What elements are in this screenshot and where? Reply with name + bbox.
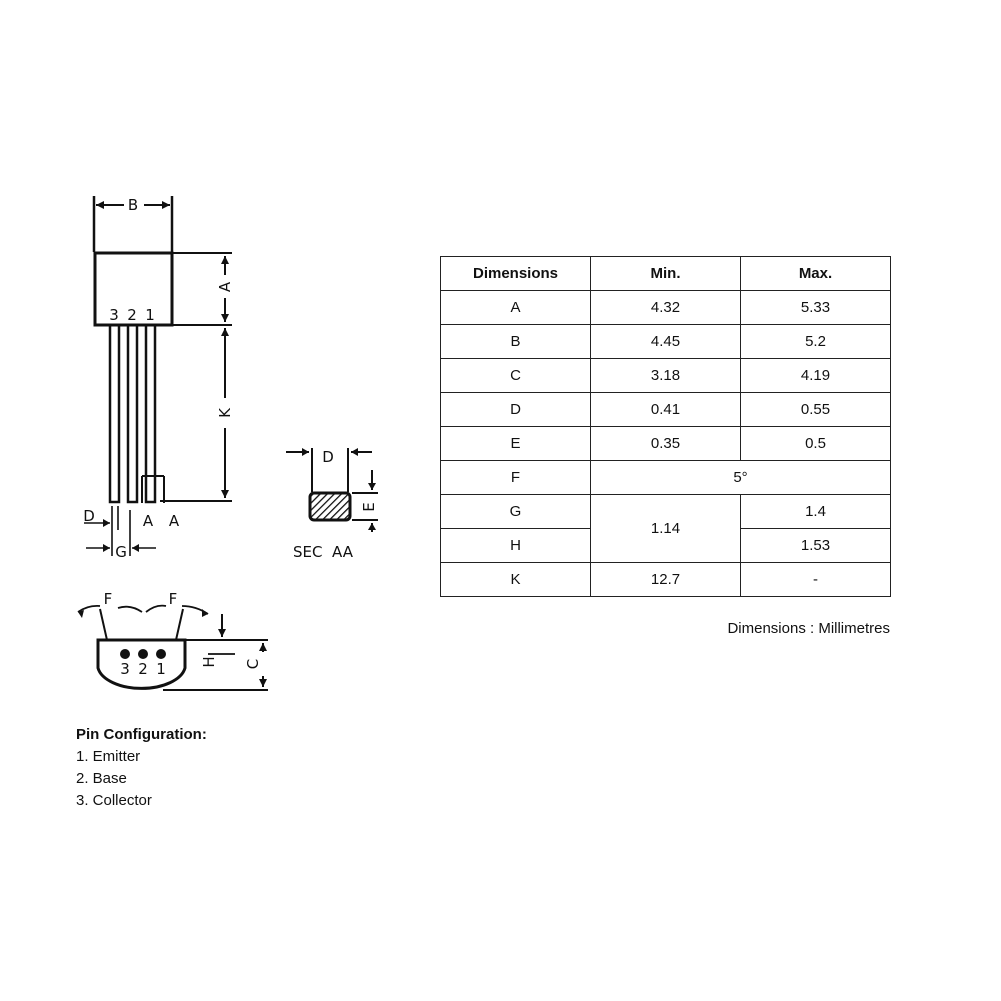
pin-item-collector: 3. Collector — [76, 792, 152, 809]
bottom-label-C: C — [244, 658, 262, 670]
pin-configuration — [76, 724, 207, 812]
row-K-min: 12.7 — [591, 563, 741, 597]
row-G-dim: G — [441, 495, 591, 529]
dim-label-K: K — [216, 408, 234, 418]
bottom-view — [78, 606, 268, 690]
row-B-min: 4.45 — [591, 325, 741, 359]
row-K-max: - — [741, 563, 891, 597]
bottom-pin-number-1: 1 — [156, 660, 166, 678]
dim-label-D: D — [83, 507, 95, 525]
row-C-max: 4.19 — [741, 359, 891, 393]
row-E-dim: E — [441, 427, 591, 461]
row-B-max: 5.2 — [741, 325, 891, 359]
header-min: Min. — [591, 257, 741, 291]
header-max: Max. — [741, 257, 891, 291]
bottom-pin-number-3: 3 — [120, 660, 130, 678]
bottom-label-F-left: F — [103, 590, 113, 608]
pin-configuration-title: Pin Configuration: — [76, 726, 207, 743]
row-D-dim: D — [441, 393, 591, 427]
row-A-dim: A — [441, 291, 591, 325]
table-header-row — [441, 257, 891, 291]
row-A-max: 5.33 — [741, 291, 891, 325]
bottom-pin-number-2: 2 — [138, 660, 148, 678]
row-H-dim: H — [441, 529, 591, 563]
row-G-max: 1.4 — [741, 495, 891, 529]
bottom-pin-3 — [120, 649, 130, 659]
table-row — [441, 461, 891, 495]
row-H-max: 1.53 — [741, 529, 891, 563]
table-row — [441, 393, 891, 427]
pin-number-1: 1 — [145, 306, 155, 324]
row-D-max: 0.55 — [741, 393, 891, 427]
bottom-pin-1 — [156, 649, 166, 659]
table-row — [441, 495, 891, 529]
row-F-dim: F — [441, 461, 591, 495]
pin-number-2: 2 — [127, 306, 137, 324]
dim-label-lead-A-2: A — [168, 512, 180, 530]
row-GH-min: 1.14 — [591, 495, 741, 563]
table-row — [441, 291, 891, 325]
pin-number-3: 3 — [109, 306, 119, 324]
dim-label-A: A — [216, 281, 234, 293]
front-view — [84, 196, 232, 556]
section-label-D: D — [322, 448, 334, 466]
table-row — [441, 427, 891, 461]
row-D-min: 0.41 — [591, 393, 741, 427]
dim-label-lead-A-1: A — [142, 512, 154, 530]
bottom-label-F-right: F — [168, 590, 178, 608]
section-caption: SEC AA — [293, 543, 353, 561]
pin-item-base: 2. Base — [76, 770, 127, 787]
bottom-view-pins — [78, 609, 267, 687]
units-note: Dimensions : Millimetres — [727, 620, 890, 637]
header-dimensions: Dimensions — [441, 257, 591, 291]
row-F-value: 5° — [591, 461, 891, 495]
table-row — [441, 563, 891, 597]
bottom-view-labels — [104, 590, 262, 678]
row-A-min: 4.32 — [591, 291, 741, 325]
row-E-max: 0.5 — [741, 427, 891, 461]
table-row — [441, 325, 891, 359]
table-row — [441, 359, 891, 393]
row-C-dim: C — [441, 359, 591, 393]
row-C-min: 3.18 — [591, 359, 741, 393]
row-B-dim: B — [441, 325, 591, 359]
row-E-min: 0.35 — [591, 427, 741, 461]
bottom-label-H: H — [200, 656, 218, 668]
lead-cross-section — [310, 493, 350, 520]
dimensions-table — [440, 256, 891, 597]
section-label-E: E — [360, 502, 378, 512]
bottom-pin-2 — [138, 649, 148, 659]
dim-label-G: G — [115, 543, 127, 561]
row-K-dim: K — [441, 563, 591, 597]
dim-label-B: B — [127, 196, 139, 214]
front-view-labels — [83, 196, 234, 561]
pin-item-emitter: 1. Emitter — [76, 748, 141, 765]
